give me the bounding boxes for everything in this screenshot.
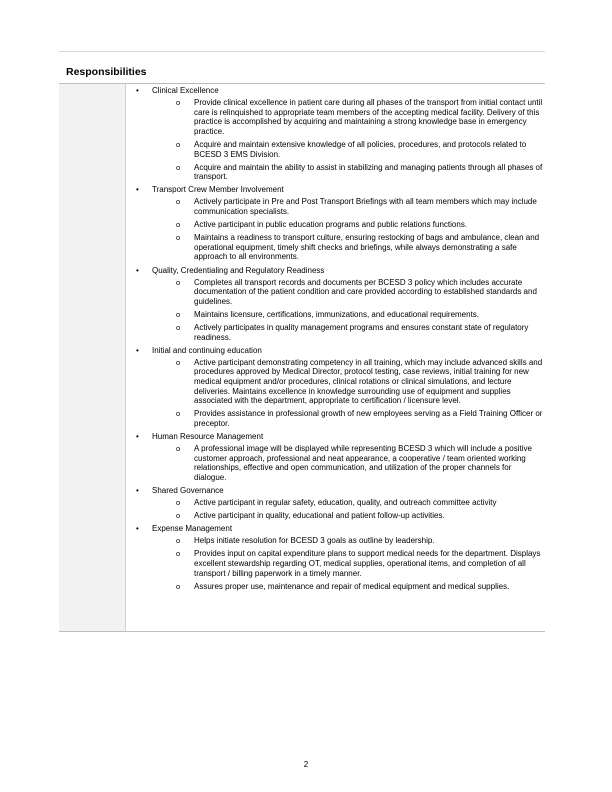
sub-item-text: Completes all transport records and documents per BCESD 3 policy which includes accurate documentation of the patient condition and care provided according to established standards and guidelines. (194, 277, 537, 306)
sub-item-text: Active participant in public education programs and public relations functions. (194, 220, 468, 230)
sub-bullet-icon: o (176, 139, 181, 149)
sub-list (152, 278, 544, 343)
left-label-column (59, 84, 126, 631)
bullet-icon: • (136, 86, 139, 95)
sub-item-text: Acquire and maintain the ability to assist in stabilizing and managing patients through all phases of transport. (194, 162, 543, 182)
responsibility-item (136, 185, 544, 262)
sub-item (152, 409, 544, 428)
sub-bullet-icon: o (176, 549, 181, 559)
responsibility-item (136, 346, 544, 429)
sub-list (152, 358, 544, 429)
page-number: 2 (303, 760, 309, 769)
sub-item (152, 140, 544, 159)
sub-item (152, 511, 544, 521)
responsibility-item (136, 432, 544, 482)
responsibility-title: Expense Management (152, 524, 233, 534)
responsibility-item (136, 266, 544, 343)
sub-item-text: Maintains a readiness to transport culture, ensuring restocking of bags and ambulance, clean and operational equipment, timely shift checks and briefings, while always demonstrating a safe approach to all environments. (194, 233, 540, 262)
sub-bullet-icon: o (176, 322, 181, 332)
bottom-divider (59, 631, 545, 632)
sub-list (152, 98, 544, 182)
sub-list (152, 536, 544, 591)
responsibility-item (136, 86, 544, 182)
top-divider (59, 51, 545, 52)
sub-item (152, 98, 544, 136)
sub-bullet-icon: o (176, 444, 181, 453)
sub-bullet-icon: o (176, 581, 181, 591)
sub-item (152, 278, 544, 307)
sub-bullet-icon: o (176, 357, 181, 367)
sub-item-text: Provide clinical excellence in patient care during all phases of the transport from initial contact until care is relinquished to appropriate team members of the accepting medical facility. Delivery of this practice is accomplished by acquiring and maintaining a strong knowledge base in emergency practice. (194, 98, 543, 136)
responsibility-item (136, 524, 544, 591)
sub-item-text: Helps initiate resolution for BCESD 3 goals as outline by leadership. (194, 536, 435, 546)
sub-bullet-icon: o (176, 162, 181, 172)
sub-list (152, 498, 544, 521)
responsibility-title: Shared Governance (152, 485, 224, 495)
bullet-icon: • (136, 265, 139, 275)
sub-item (152, 536, 544, 546)
responsibility-title: Initial and continuing education (152, 345, 262, 355)
sub-item-text: Actively participates in quality management programs and ensures constant state of regulatory readiness. (194, 322, 529, 342)
sub-item (152, 358, 544, 406)
sub-item (152, 549, 544, 578)
bullet-icon: • (136, 431, 139, 441)
sub-list (152, 197, 544, 262)
sub-bullet-icon: o (176, 277, 181, 287)
sub-item (152, 498, 544, 508)
bullet-icon: • (136, 524, 139, 534)
sub-bullet-icon: o (176, 98, 181, 108)
sub-item (152, 220, 544, 230)
responsibility-title: Clinical Excellence (152, 86, 219, 95)
title-divider (59, 83, 545, 84)
sub-bullet-icon: o (176, 197, 181, 207)
sub-item-text: Maintains licensure, certifications, immunizations, and educational requirements. (194, 309, 480, 319)
sub-item (152, 323, 544, 342)
bullet-icon: • (136, 485, 139, 495)
sub-item-text: Acquire and maintain extensive knowledge of all policies, procedures, and protocols related to BCESD 3 EMS Division. (194, 139, 527, 159)
responsibility-title: Transport Crew Member Involvement (152, 185, 284, 195)
sub-item-text: Active participant in regular safety, education, quality, and outreach committee activity (194, 497, 497, 507)
sub-list (152, 444, 544, 482)
sub-item-text: Provides input on capital expenditure plans to support medical needs for the department. Displays excellent stewardship regarding OT, medical supplies, operational items, and completion of all transport / billing paperwork in a timely manner. (194, 549, 541, 578)
sub-item-text: Actively participate in Pre and Post Transport Briefings with all team members which may include communication specialists. (194, 197, 537, 217)
sub-bullet-icon: o (176, 409, 181, 419)
sub-item (152, 310, 544, 320)
sub-item (152, 582, 544, 592)
responsibilities-list (136, 86, 544, 595)
sub-item-text: Active participant demonstrating competency in all training, which may include advanced skills and procedures approved by Medical Director, protocol testing, case reviews, initial training for new medical equipment and/or procedures, clinical rotations or clinical simulations, and lecture deliveries. Maintains excellence in knowledge surrounding use of equipment and supplies associated with the department, appropriate to certification / licensure level. (194, 357, 543, 406)
bullet-icon: • (136, 345, 139, 355)
sub-item-text: A professional image will be displayed while representing BCESD 3 which will include a positive customer approach, professional and neat appearance, a cooperative / team oriented working relationships, effective and open communication, and utilization of the proper channels for dialogue. (194, 444, 532, 482)
sub-item (152, 233, 544, 262)
sub-bullet-icon: o (176, 233, 181, 243)
responsibility-title: Quality, Credentialing and Regulatory Readiness (152, 265, 325, 275)
sub-item-text: Active participant in quality, educational and patient follow-up activities. (194, 511, 445, 521)
sub-bullet-icon: o (176, 497, 181, 507)
sub-bullet-icon: o (176, 309, 181, 319)
responsibility-item (136, 486, 544, 521)
section-title: Responsibilities (66, 66, 147, 78)
sub-item (152, 163, 544, 182)
sub-bullet-icon: o (176, 511, 181, 521)
sub-bullet-icon: o (176, 220, 181, 230)
sub-item (152, 197, 544, 216)
responsibility-title: Human Resource Management (152, 431, 264, 441)
sub-item-text: Provides assistance in professional growth of new employees serving as a Field Training Officer or preceptor. (194, 409, 543, 428)
bullet-icon: • (136, 185, 139, 195)
sub-item-text: Assures proper use, maintenance and repair of medical equipment and medical supplies. (194, 581, 510, 591)
sub-item (152, 444, 544, 482)
sub-bullet-icon: o (176, 536, 181, 546)
